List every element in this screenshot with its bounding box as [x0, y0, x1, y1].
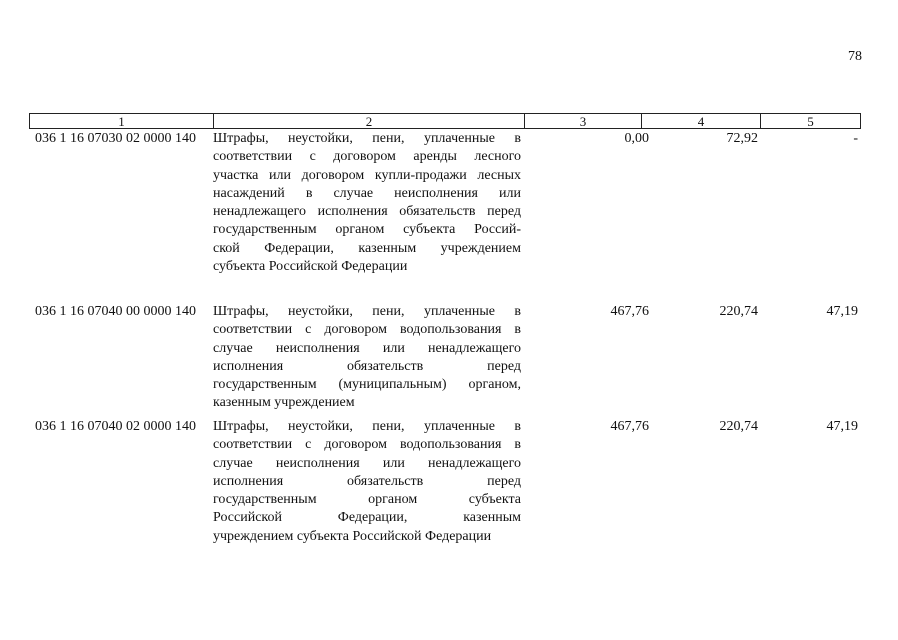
description-line: участка или договором купли-продажи лесных	[213, 167, 521, 183]
description-line: государственным (муниципальным) органом,	[213, 377, 521, 393]
description-line: учреждением субъекта Российской Федерации	[213, 528, 492, 544]
value-col-4: 220,74	[719, 419, 758, 434]
value-col-4: 72,92	[726, 131, 758, 146]
value-col-4: 220,74	[719, 304, 758, 319]
value-col-3: 0,00	[624, 131, 649, 146]
value-col-3: 467,76	[610, 304, 649, 319]
value-col-5: 47,19	[826, 304, 858, 319]
description-line: государственным органом субъекта Россий-	[213, 222, 521, 238]
value-col-5: 47,19	[826, 419, 858, 434]
description-line: случае неисполнения или ненадлежащего	[213, 455, 521, 471]
value-col-5: -	[853, 131, 858, 146]
table-header-row	[29, 113, 861, 129]
header-col-5: 5	[807, 114, 814, 129]
row-description	[213, 130, 521, 276]
description-line: казенным учреждением	[213, 395, 355, 411]
description-line: Штрафы, неустойки, пени, уплаченные в	[213, 304, 521, 319]
value-col-3: 467,76	[610, 419, 649, 434]
header-col-1: 1	[30, 114, 214, 128]
budget-code: 036 1 16 07030 02 0000 140	[35, 131, 196, 146]
description-line: Штрафы, неустойки, пени, уплаченные в	[213, 131, 521, 146]
header-col-4: 4	[642, 114, 761, 128]
description-line: соответствии с договором аренды лесного	[213, 149, 521, 165]
description-line: ненадлежащего исполнения обязательств перед	[213, 204, 521, 220]
description-line: субъекта Российской Федерации	[213, 259, 408, 275]
row-description	[213, 418, 521, 546]
description-line: исполнения обязательств перед	[213, 473, 521, 489]
description-line: случае неисполнения или ненадлежащего	[213, 340, 521, 356]
description-line: соответствии с договором водопользования в	[213, 322, 521, 338]
header-col-2: 2	[214, 114, 525, 128]
description-line: Штрафы, неустойки, пени, уплаченные в	[213, 419, 521, 434]
row-description	[213, 303, 521, 413]
description-line: ской Федерации, казенным учреждением	[213, 240, 521, 256]
description-line: исполнения обязательств перед	[213, 358, 521, 374]
description-line: Российской Федерации, казенным	[213, 510, 521, 526]
description-line: государственным органом субъекта	[213, 492, 521, 508]
header-col-3: 3	[525, 114, 642, 128]
description-line: соответствии с договором водопользования в	[213, 437, 521, 453]
description-line: насаждений в случае неисполнения или	[213, 185, 521, 201]
page-number: 78	[848, 49, 862, 64]
budget-code: 036 1 16 07040 00 0000 140	[35, 304, 196, 319]
budget-code: 036 1 16 07040 02 0000 140	[35, 419, 196, 434]
